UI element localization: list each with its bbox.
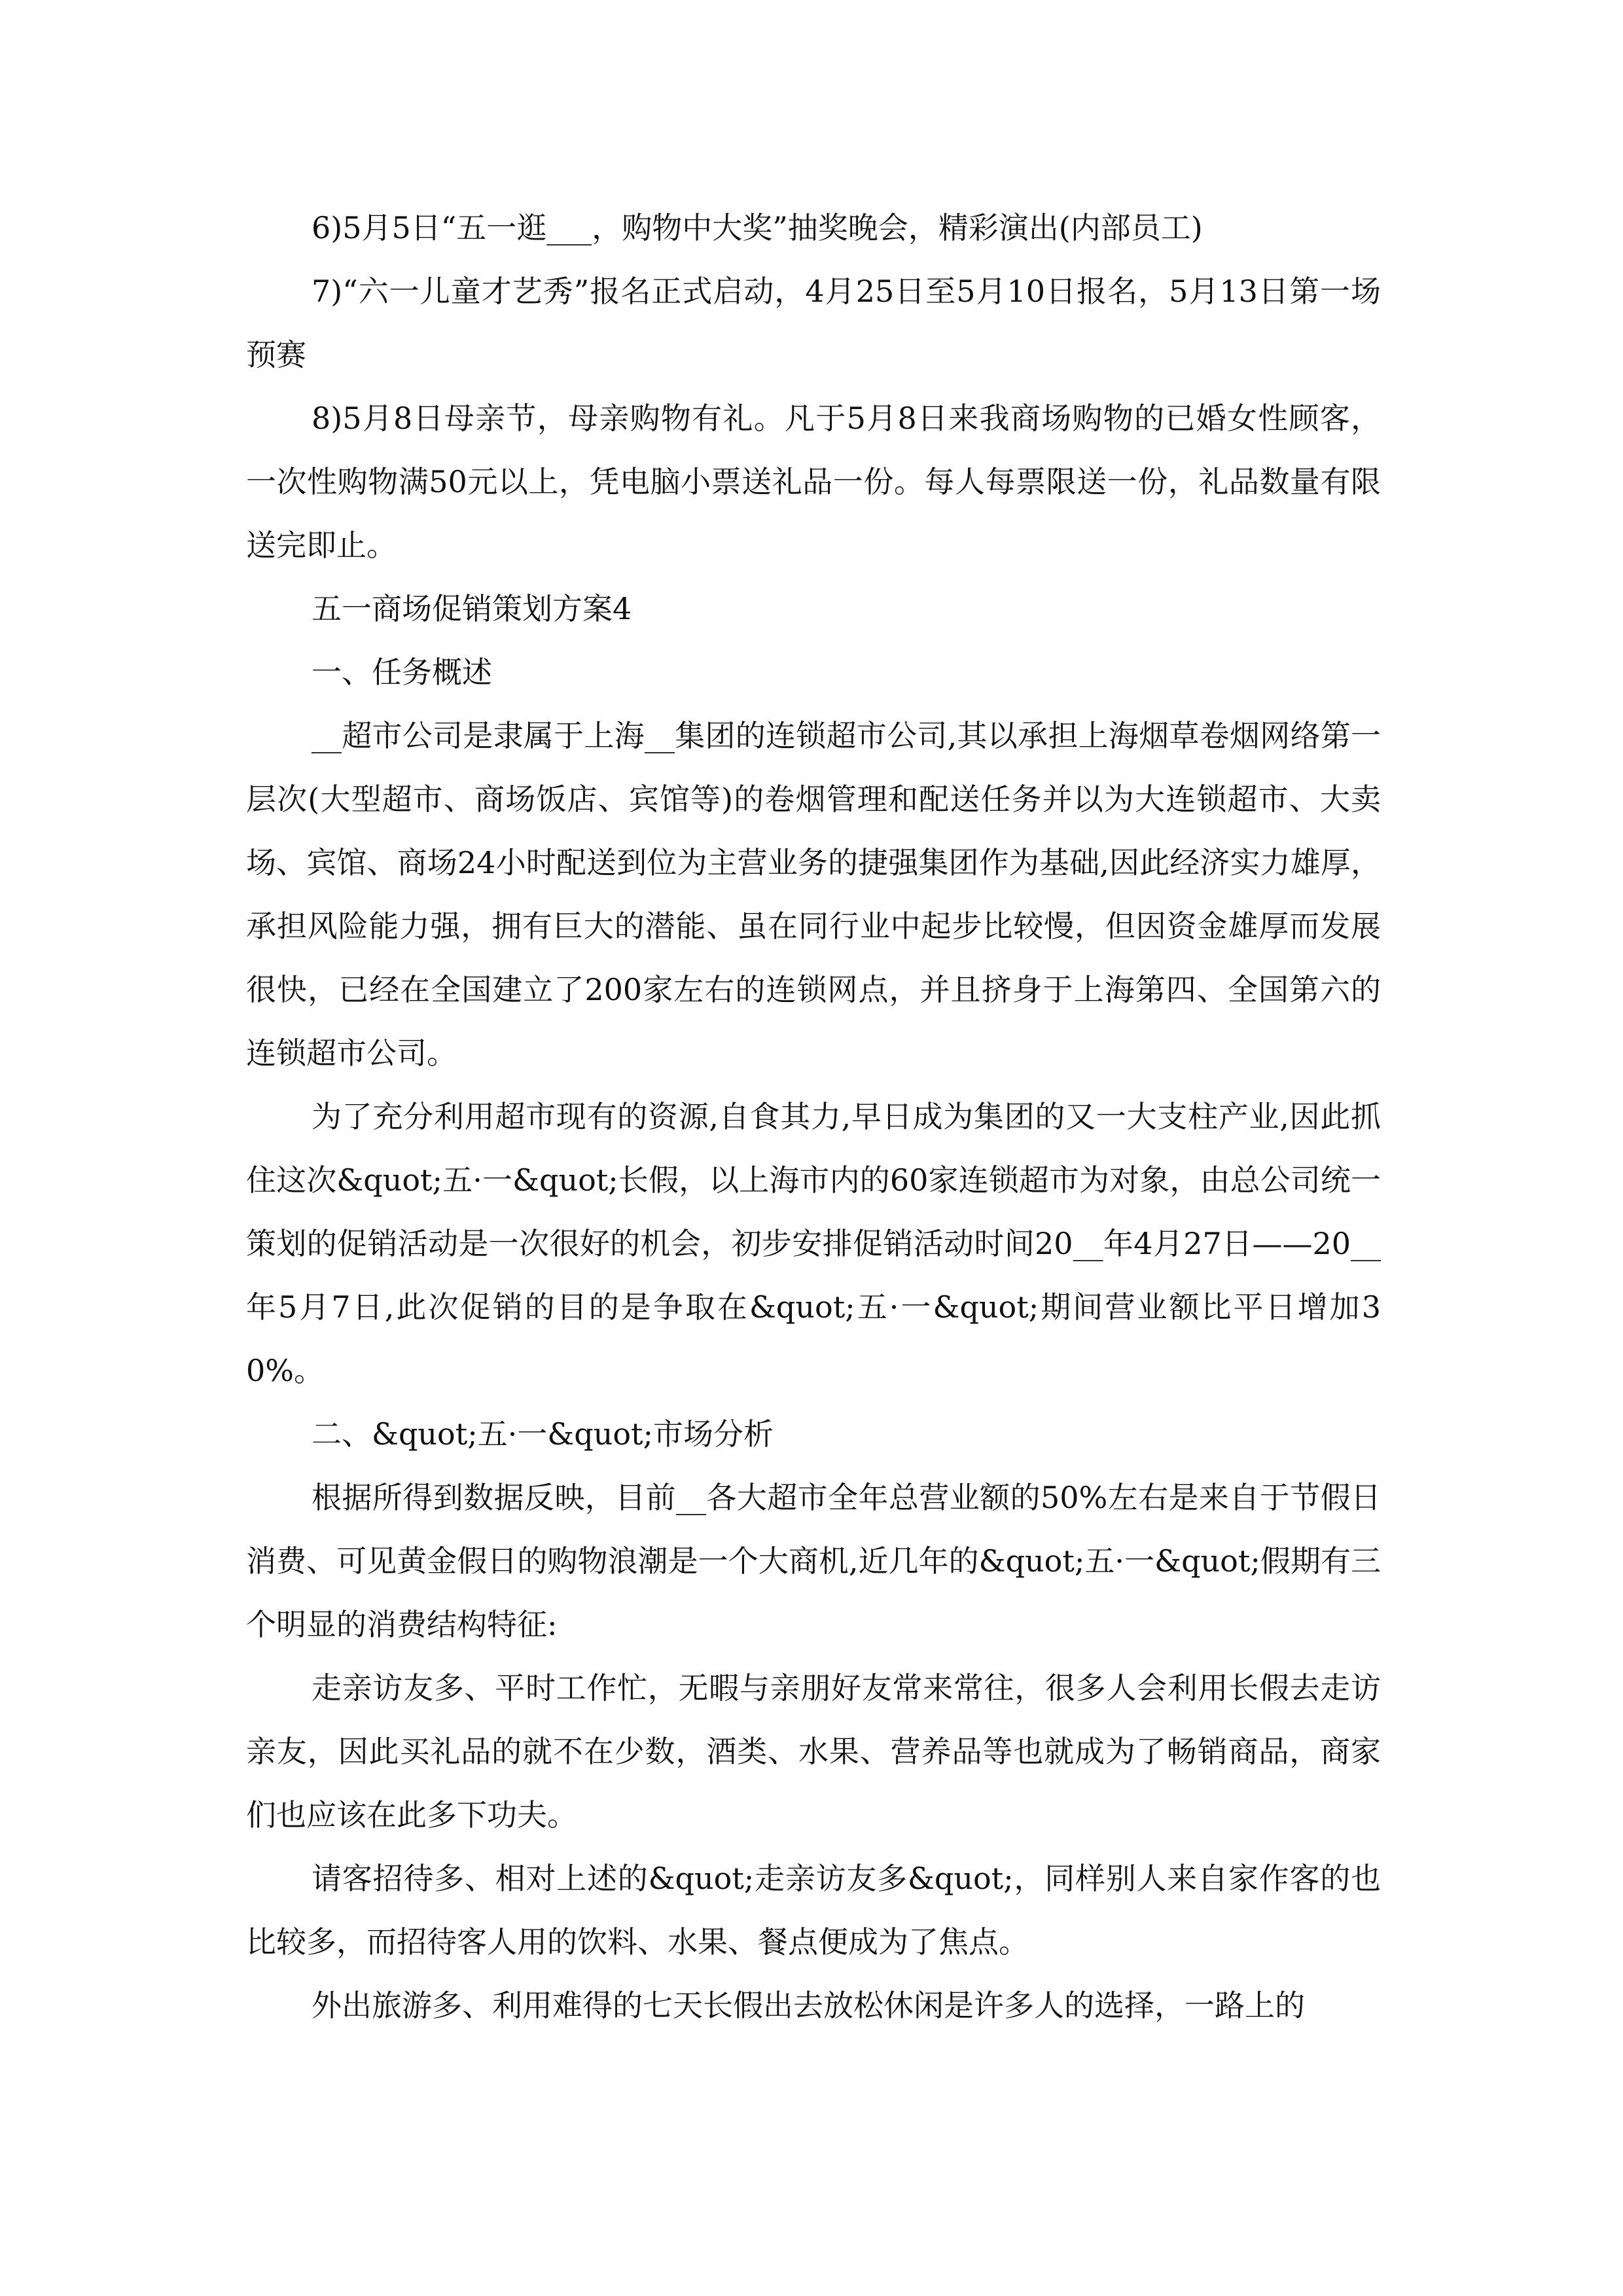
heading-market-analysis: 二、&quot;五·一&quot;市场分析 [312,1416,774,1452]
paragraph-item-8: 8)5月8日母亲节，母亲购物有礼。凡于5月8日来我商场购物的已婚女性顾客，一次性购物满50元以上，凭电脑小票送礼品一份。每人每票限送一份，礼品数量有限送完即止。 [246,401,1381,563]
paragraph-item-6: 6)5月5日“五一逛___，购物中大奖”抽奖晚会，精彩演出(内部员工) [312,210,1203,245]
heading-task-overview: 一、任务概述 [312,655,492,690]
paragraph-company-intro: __超市公司是隶属于上海__集团的连锁超市公司,其以承担上海烟草卷烟网络第一层次(大型超市、商场饭店、宾馆等)的卷烟管理和配送任务并以为大连锁超市、大卖场、宾馆、商场24小时配送到位为主营业务的捷强集团作为基础,因此经济实力雄厚，承担风险能力强，拥有巨大的潜能、虽在同行业中起步比较慢，但因资金雄厚而发展很快，已经在全国建立了200家左右的连锁网点，并且挤身于上海第四、全国第六的连锁超市公司。 [246,718,1381,1071]
paragraph-item-7: 7)“六一儿童才艺秀”报名正式启动，4月25日至5月10日报名，5月13日第一场预赛 [246,274,1381,372]
paragraph-visiting-relatives: 走亲访友多、平时工作忙，无暇与亲朋好友常来常往，很多人会利用长假去走访亲友，因此买礼品的就不在少数，酒类、水果、营养品等也就成为了畅销商品，商家们也应该在此多下功夫。 [246,1670,1381,1833]
paragraph-promotion-goal: 为了充分利用超市现有的资源,自食其力,早日成为集团的又一大支柱产业,因此抓住这次&quot;五·一&quot;长假，以上海市内的60家连锁超市为对象，由总公司统一策划的促销活动是一次很好的机会，初步安排促销活动时间20__年4月27日——20__年5月7日,此次促销的目的是争取在&quot;五·一&quot;期间营业额比平日增加30%。 [246,1099,1381,1388]
paragraph-hosting-guests: 请客招待多、相对上述的&quot;走亲访友多&quot;，同样别人来自家作客的也比较多，而招待客人用的饮料、水果、餐点便成为了焦点。 [246,1861,1381,1960]
document-body [246,196,1381,2037]
paragraph-market-data: 根据所得到数据反映，目前__各大超市全年总营业额的50%左右是来自于节假日消费、可见黄金假日的购物浪潮是一个大商机,近几年的&quot;五·一&quot;假期有三个明显的消费结构特征: [246,1480,1381,1642]
paragraph-travel: 外出旅游多、利用难得的七天长假出去放松休闲是许多人的选择，一路上的 [312,1988,1305,2023]
section-title: 五一商场促销策划方案4 [312,591,632,626]
